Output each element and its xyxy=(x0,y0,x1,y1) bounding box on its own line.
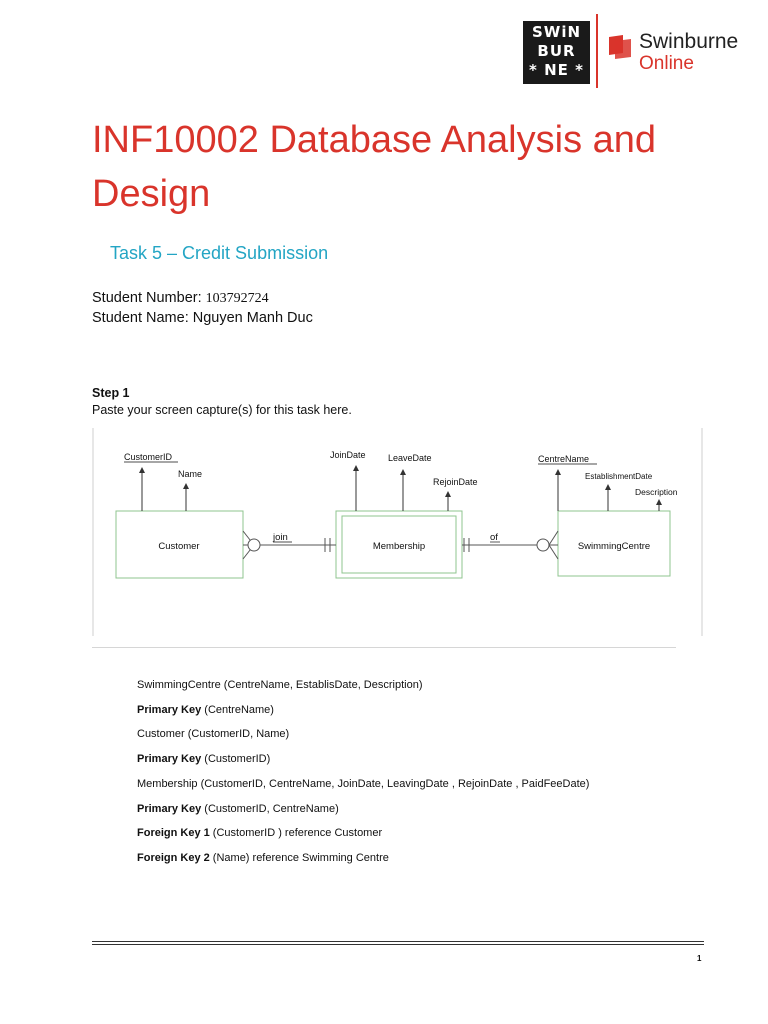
pk-fields: (CustomerID, CentreName) xyxy=(201,803,339,815)
er-diagram xyxy=(92,428,704,638)
crow-foot-upper-centre xyxy=(549,531,558,545)
attribute-description xyxy=(635,487,678,511)
fk-label: Foreign Key 2 xyxy=(137,852,210,864)
fk-fields: (CustomerID ) reference Customer xyxy=(209,827,383,839)
document-title: INF10002 Database Analysis and Design xyxy=(92,119,657,215)
attribute-leave-date-label: LeaveDate xyxy=(388,453,432,463)
student-number-value: 103792724 xyxy=(205,291,269,306)
attribute-rejoin-date-label: RejoinDate xyxy=(433,477,478,487)
attribute-rejoin-date xyxy=(433,477,478,511)
attribute-establishment-date-label: EstablishmentDate xyxy=(585,472,653,481)
student-name-label: Student Name: xyxy=(92,310,193,326)
relationship-join-label: join xyxy=(273,532,288,543)
centre-name-arrowhead xyxy=(555,469,561,475)
relationship-of-label: of xyxy=(490,532,498,543)
student-number-line xyxy=(92,290,269,307)
diagram-separator xyxy=(92,647,676,648)
attribute-name xyxy=(178,469,202,511)
attribute-leave-date xyxy=(388,453,432,511)
leave-date-arrowhead xyxy=(400,469,406,475)
name-arrowhead xyxy=(183,483,189,489)
schema-customer-primary-key xyxy=(137,753,270,765)
step-label: Step 1 xyxy=(92,386,130,400)
step-description: Paste your screen capture(s) for this task here. xyxy=(92,403,352,417)
description-arrowhead xyxy=(656,499,662,505)
student-name-line xyxy=(92,310,313,326)
logo-word-online: Online xyxy=(639,53,694,74)
page-number: 1 xyxy=(697,954,702,963)
attribute-centre-name-label: CentreName xyxy=(538,454,590,464)
pk-fields: (CustomerID) xyxy=(201,753,271,765)
customer-id-arrowhead xyxy=(139,467,145,473)
logo-divider xyxy=(596,14,598,88)
attribute-join-date-label: JoinDate xyxy=(330,450,366,460)
join-date-arrowhead xyxy=(353,465,359,471)
document-subtitle: Task 5 – Credit Submission xyxy=(110,243,329,263)
footer-rule-top xyxy=(92,941,704,942)
fk-fields: (Name) reference Swimming Centre xyxy=(209,852,389,864)
footer-rule-bottom xyxy=(92,944,704,945)
swinburne-logo-box xyxy=(523,21,590,84)
attribute-centre-name xyxy=(538,454,597,511)
schema-customer: Customer (CustomerID, Name) xyxy=(137,728,290,740)
logo-line-2: BUR xyxy=(537,42,576,60)
schema-foreign-key-2 xyxy=(137,852,389,864)
pk-fields: (CentreName) xyxy=(201,704,274,716)
logo-line-1: SWiN xyxy=(531,23,582,41)
pk-label: Primary Key xyxy=(137,753,202,765)
pk-label: Primary Key xyxy=(137,704,202,716)
crow-foot-lower-centre xyxy=(549,545,558,559)
student-name-value: Nguyen Manh Duc xyxy=(192,310,313,326)
entity-swimming-centre-label: SwimmingCentre xyxy=(577,541,651,552)
logo-line-3: * NE * xyxy=(529,61,584,79)
entity-membership-label: Membership xyxy=(372,541,426,552)
attribute-join-date xyxy=(330,450,366,511)
optional-circle-customer xyxy=(248,539,260,551)
attribute-customer-id-label: CustomerID xyxy=(124,452,173,462)
schema-centre-primary-key xyxy=(137,704,274,716)
fk-label: Foreign Key 1 xyxy=(137,827,210,839)
optional-circle-centre xyxy=(537,539,549,551)
entity-customer-label: Customer xyxy=(158,541,200,552)
swinburne-online-mark-icon xyxy=(605,33,635,61)
student-number-label: Student Number: xyxy=(92,290,206,306)
schema-foreign-key-1 xyxy=(137,827,382,839)
attribute-customer-id xyxy=(124,452,178,511)
rejoin-date-arrowhead xyxy=(445,491,451,497)
schema-membership: Membership (CustomerID, CentreName, JoinDate, LeavingDate , RejoinDate , PaidFeeDate) xyxy=(137,778,590,790)
attribute-name-label: Name xyxy=(178,469,203,479)
establishment-date-arrowhead xyxy=(605,484,611,490)
logo-word-swinburne: Swinburne xyxy=(639,30,739,53)
schema-swimming-centre: SwimmingCentre (CentreName, EstablisDate, Description) xyxy=(137,679,423,691)
schema-membership-primary-key xyxy=(137,803,339,815)
attribute-description-label: Description xyxy=(635,487,678,497)
pk-label: Primary Key xyxy=(137,803,202,815)
